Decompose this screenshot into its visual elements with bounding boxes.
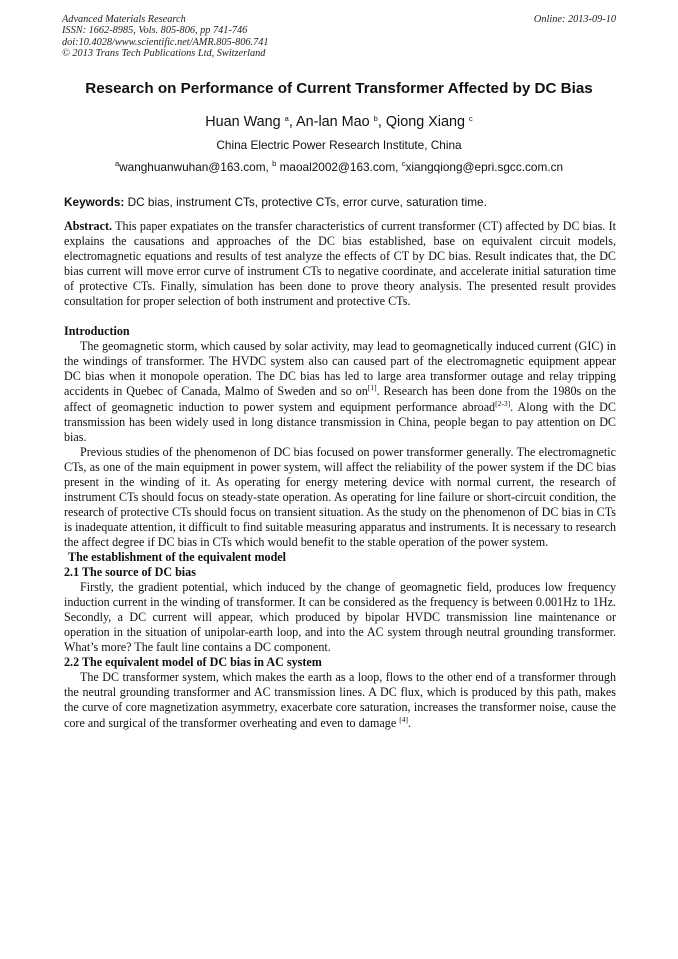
citation: [4] <box>399 714 408 724</box>
keywords-text: DC bias, instrument CTs, protective CTs, error curve, saturation time. <box>127 195 487 209</box>
paper-body <box>64 219 616 731</box>
author-name: Huan Wang <box>205 114 281 130</box>
author-mark: c <box>469 114 473 123</box>
author-mark: b <box>373 114 378 123</box>
keywords <box>64 195 616 209</box>
citation: [1] <box>367 383 377 393</box>
email-mark: c <box>401 159 406 168</box>
abstract <box>64 219 616 309</box>
abstract-text: This paper expatiates on the transfer characteristics of current transformer (CT) affected by DC bias. It explains the causations and approaches of the DC bias established, base on equivalent circuit models, electromagnetic equations and results of test analyze the effects of CT by DC bias. Result indicates that, the DC bias current will move error curve of instrument CTs to negative coordinate, and accelerate initial saturation time of protective CTs. Finally, simulation has been done to prove theory analysis. The presented result provides consultation for proper selection of both instrument and protective CTs. <box>64 219 617 309</box>
online-date: Online: 2013-09-10 <box>533 14 616 25</box>
email-address: xiangqiong@epri.sgcc.com.cn <box>405 160 564 174</box>
email-mark: a <box>114 159 120 168</box>
section-heading: The establishment of the equivalent model <box>68 549 287 564</box>
email-mark: b <box>272 159 277 168</box>
intro-heading: Introduction <box>64 324 130 339</box>
subsection-heading: 2.2 The equivalent model of DC bias in AC system <box>64 655 322 670</box>
intro-paragraph-2: Previous studies of the phenomenon of DC bias focused on power transformer generally. The electromagnetic CTs, as one of the main equipment in power system, will affect the reliability of the power system if the DC bias present in the winding of it. As operating for energy metering device with normal current, the research of instrument CTs should focus on steady-state operation. As operating for line failure or short-circuit condition, the research of protective CTs should focus on transient situation. As the study on the phenomenon of DC bias in CTs is inadequate attention, it difficult to find suitable measuring apparatus and instruments. It is necessary to research the affect degree if DC bias in CTs which would benefit to the stable operation of the power system. <box>64 444 616 549</box>
paragraph-text: . <box>408 715 412 730</box>
abstract-label: Abstract. <box>64 219 113 233</box>
intro-text: The geomagnetic storm, which caused by solar activity, may lead to geomagnetically induced current (GIC) in the windings of transformer. The HVDC system also can caused part of the electromagnetic equipment appear DC bias when it monopole operation. The DC bias has led to large area transformer outage and relay tripping accidents in Quebec of Canada, Malmo of Sweden and so on <box>64 339 616 399</box>
email-list: $^a$wanghuanwuhan@163.com, $^b$ maoal2002@163.com, $^c$xiangqiong@epri.sgcc.com.cn <box>114 159 564 174</box>
email-address: wanghuanwuhan@163.com <box>119 160 266 174</box>
paper-title: Research on Performance of Current Transformer Affected by DC Bias <box>85 80 593 97</box>
email-address: maoal2002@163.com <box>279 160 396 174</box>
subsection-paragraph <box>64 670 616 730</box>
paragraph-text: The DC transformer system, which makes the earth as a loop, flows to the other end of a transformer through the neutral grounding transformer and AC transmission lines. A DC flux, which is produced by this path, makes the curve of core magnetization asymmetry, exacerbate core saturation, increases the transformer noise, cause the core and surgical of the transformer overheating and even to damage <box>64 670 616 730</box>
intro-text: . Along with the DC transmission has been widely used in long distance transmission in China, people began to pay attention on DC bias. <box>64 399 616 444</box>
intro-paragraph-1 <box>64 339 616 444</box>
journal-name: Advanced Materials Research <box>62 14 186 25</box>
copyright-line: © 2013 Trans Tech Publications Ltd, Switzerland <box>62 48 266 60</box>
author-mark: a <box>284 114 289 123</box>
journal-header <box>62 14 616 60</box>
author-list: Huan Wang $^a$, An-lan Mao $^b$, Qiong Xiang $^c$ <box>205 114 473 130</box>
author-name: Qiong Xiang <box>385 114 466 130</box>
subsection-heading: 2.1 The source of DC bias <box>64 565 196 580</box>
doi-line: doi:10.4028/www.scientific.net/AMR.805-806.741 <box>62 36 269 48</box>
intro-text: . Research has been done from the 1980s on the affect of geomagnetic induction to power system and equipment performance abroad <box>64 384 616 414</box>
affiliation: China Electric Power Research Institute, China <box>216 138 462 152</box>
issn-line: ISSN: 1662-8985, Vols. 805-806, pp 741-746 <box>62 25 248 37</box>
author-name: An-lan Mao <box>296 114 370 130</box>
citation: [2-3] <box>495 398 511 408</box>
keywords-label: Keywords: <box>64 195 125 209</box>
subsection-paragraph: Firstly, the gradient potential, which induced by the change of geomagnetic field, produces low frequency induction current in the winding of transformer. It can be considered as the frequency is between 0.001Hz to 1Hz. Secondly, a DC current will appear, which produced by bipolar HVDC transmission line maintenance or operation in the situation of unipolar-earth loop, and into the AC system through neutral grounding transformer. What’s more? The fault line contains a DC component. <box>64 580 616 655</box>
